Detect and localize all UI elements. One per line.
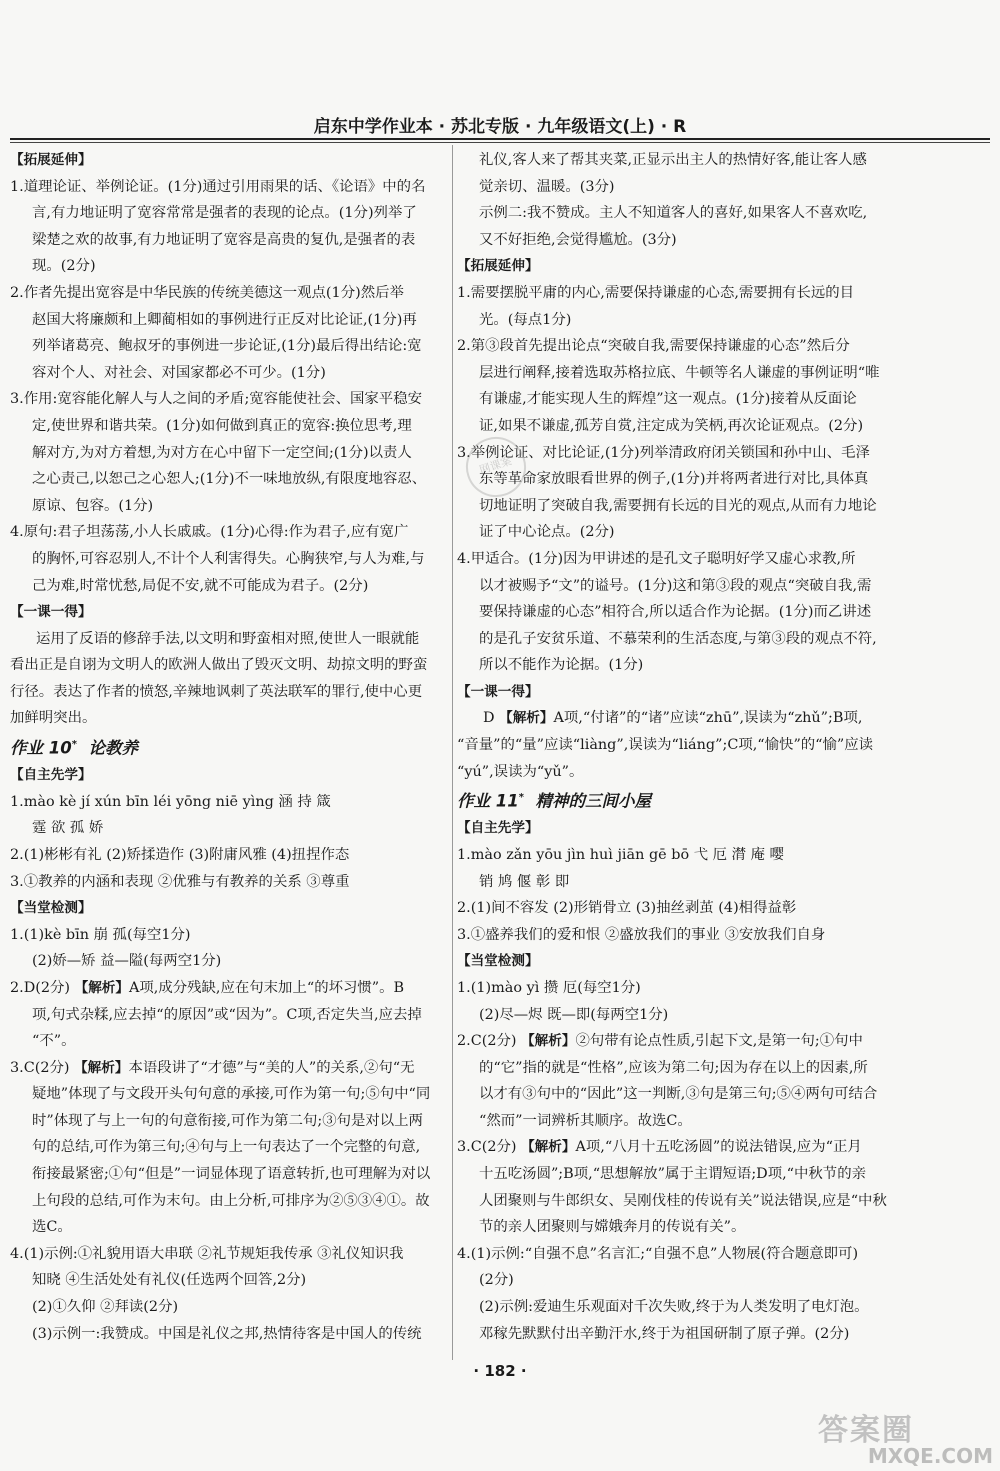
analysis-text: A项,“付诸”的“诸”应读“zhū”,误读为“zhǔ”;B项,	[553, 710, 863, 727]
text-line: 1.需要摆脱平庸的内心,需要保持谦虚的心态,需要拥有长远的目	[457, 284, 855, 301]
text-line: 加鲜明突出。	[10, 710, 97, 727]
text-line: 3.作用:宽容能化解人与人之间的矛盾;宽容能使社会、国家平稳安	[10, 391, 422, 408]
text-line: (3)示例一:我赞成。中国是礼仪之邦,热情待客是中国人的传统	[32, 1325, 422, 1342]
lesson-star: *	[71, 739, 77, 751]
header-rule	[10, 138, 990, 140]
section-heading: 【拓展延伸】	[10, 152, 92, 168]
text-line: 霆 欲 孤 娇	[32, 820, 104, 837]
text-line: 的是孔子安贫乐道、不慕荣利的生活态度,与第③段的观点不符,	[479, 630, 877, 647]
text-line: 3.①盛养我们的爱和恨 ②盛放我们的事业 ③安放我们自身	[457, 926, 826, 943]
lesson-star: *	[518, 792, 524, 804]
lesson-number: 作业 10	[10, 738, 72, 758]
text-line: 看出正是自诩为文明人的欧洲人做出了毁灭文明、劫掠文明的野蛮	[10, 657, 428, 674]
watermark-url: MXQE.COM	[867, 1444, 993, 1468]
text-line: 4.甲适合。(1分)因为甲讲述的是孔文子聪明好学又虚心求教,所	[457, 550, 856, 567]
text-line: 4.原句:君子坦荡荡,小人长戚戚。(1分)心得:作为君子,应有宽广	[10, 524, 409, 541]
text-line: 之心责己,以恕己之心恕人;(1分)不一味地放纵,有限度地容忍、	[32, 471, 427, 488]
text-line: 十五吃汤圆”;B项,“思想解放”属于主谓短语;D项,“中秋节的亲	[479, 1166, 866, 1183]
answer-label: 2.D(2分)	[10, 979, 75, 996]
text-line: 1.(1)kè bīn 崩 孤(每空1分)	[10, 926, 191, 943]
text-line: 行径。表达了作者的愤怒,辛辣地讽刺了英法联军的罪行,使中心更	[10, 683, 423, 700]
text-line: 1.mào zǎn yōu jìn huì jiān gē bō 弋 厄 潸 庵 嘤	[457, 846, 784, 863]
text-line: 疑地”体现了与文段开头句句意的承接,可作为第一句;⑤句中“同	[32, 1086, 431, 1103]
lesson-name: 精神的三间小屋	[535, 791, 651, 811]
text-line	[457, 705, 887, 732]
text-line: 3.①教养的内涵和表现 ②优雅与有教养的关系 ③尊重	[10, 873, 350, 890]
text-line: 现。(2分)	[32, 258, 96, 275]
answer-label: D	[483, 710, 500, 727]
lesson-number: 作业 11	[457, 791, 519, 811]
text-line: 1.道理论证、举例论证。(1分)通过引用雨果的话、《论语》中的名	[10, 178, 426, 195]
analysis-text: ②句带有论点性质,引起下文,是第一句;①句中	[575, 1033, 863, 1050]
text-line: 言,有力地证明了宽容常常是强者的表现的论点。(1分)列举了	[32, 205, 417, 222]
section-heading: 【当堂检测】	[10, 900, 92, 917]
analysis-tag: 【解析】	[521, 1033, 576, 1050]
text-line: (2分)	[479, 1272, 514, 1289]
text-line: 3.举例论证、对比论证,(1分)列举清政府闭关锁国和孙中山、毛泽	[457, 444, 870, 461]
analysis-text: A项,“八月十五吃汤圆”的说法错误,应为“正月	[575, 1139, 862, 1156]
text-line: “音量”的“量”应读“liàng”,误读为“liáng”;C项,“愉快”的“愉”应读	[457, 737, 874, 754]
text-line: 梁楚之欢的故事,有力地证明了宽容是高贵的复仇,是强者的表	[32, 231, 416, 248]
analysis-tag: 【解析】	[74, 1059, 129, 1076]
text-line: 证了中心论点。(2分)	[479, 524, 615, 541]
text-line: 解对方,为对方着想,为对方在心中留下一定空间;(1分)以责人	[32, 444, 412, 461]
text-line: 项,句式杂糅,应去掉“的原因”或“因为”。C项,否定失当,应去掉	[32, 1006, 422, 1023]
text-line: 邓稼先默默付出辛勤汗水,终于为祖国研制了原子弹。(2分)	[479, 1325, 850, 1342]
text-line: 切地证明了突破自我,需要拥有长远的目光的观点,从而有力地论	[479, 497, 877, 514]
section-heading: 【自主先学】	[10, 767, 92, 784]
text-line: 4.(1)示例:“自强不息”名言汇;“自强不息”人物展(符合题意即可)	[457, 1245, 859, 1262]
text-line: 东等革命家放眼看世界的例子,(1分)并将两者进行对比,具体真	[479, 471, 869, 488]
text-line: 节的亲人团聚则与嫦娥奔月的传说有关”。	[479, 1219, 746, 1236]
text-line: 知晓 ④生活处处有礼仪(任选两个回答,2分)	[32, 1272, 307, 1289]
text-line: 示例二:我不赞成。主人不知道客人的喜好,如果客人不喜欢吃,	[479, 205, 868, 222]
text-line: 2.(1)间不容发 (2)形销骨立 (3)抽丝剥茧 (4)相得益彰	[457, 900, 797, 917]
lesson-title	[10, 732, 440, 762]
answer-label: 3.C(2分)	[457, 1139, 522, 1156]
text-line: 运用了反语的修辞手法,以文明和野蛮相对照,使世人一眼就能	[36, 630, 420, 647]
text-line: 时”体现了与上一句的句意衔接,可作为第二句;③句是对以上两	[32, 1112, 423, 1129]
text-line: (2)示例:爱迪生乐观面对千次失败,终于为人类发明了电灯泡。	[479, 1299, 869, 1316]
text-line: 2.(1)彬彬有礼 (2)矫揉造作 (3)附庸风雅 (4)扭捏作态	[10, 846, 350, 863]
left-column	[10, 147, 440, 1347]
answer-label: 2.C(2分)	[457, 1033, 522, 1050]
text-line: 人团聚则与牛郎织女、吴刚伐桂的传说有关”说法错误,应是“中秋	[479, 1192, 887, 1209]
faint-stamp: 网课案	[458, 429, 534, 505]
text-line: 以才被赐予“文”的谥号。(1分)这和第③段的观点“突破自我,需	[479, 577, 872, 594]
text-line: 要保持谦虚的心态”相符合,所以适合作为论据。(1分)而乙讲述	[479, 604, 872, 621]
text-line: 容对个人、对社会、对国家都必不可少。(1分)	[32, 364, 326, 381]
analysis-tag: 【解析】	[74, 979, 129, 996]
text-line: (2)①久仰 ②拜读(2分)	[32, 1299, 179, 1316]
text-line: 礼仪,客人来了帮其夹菜,正显示出主人的热情好客,能让客人感	[479, 152, 867, 168]
analysis-text: A项,成分残缺,应在句末加上“的坏习惯”。B	[129, 979, 405, 996]
text-line: (2)娇—矫 益—隘(每两空1分)	[32, 953, 222, 970]
text-line: 所以不能作为论据。(1分)	[479, 657, 644, 674]
page-header: 启东中学作业本 · 苏北专版 · 九年级语文(上) · R	[313, 117, 687, 137]
text-line: 定,使世界和谐共荣。(1分)如何做到真正的宽容:换位思考,理	[32, 417, 412, 434]
section-heading: 【当堂检测】	[457, 953, 539, 970]
section-heading: 【一课一得】	[457, 683, 539, 700]
text-line: 又不好拒绝,会觉得尴尬。(3分)	[479, 231, 677, 248]
text-line: “不”。	[32, 1033, 76, 1050]
text-line: 己为难,时常忧愁,局促不安,就不可能成为君子。(2分)	[32, 577, 369, 594]
section-heading: 【拓展延伸】	[457, 258, 539, 275]
section-heading: 【一课一得】	[10, 604, 92, 621]
text-line: 原谅、包容。(1分)	[32, 497, 154, 514]
text-line: 列举诸葛亮、鲍叔牙的事例进一步论证,(1分)最后得出结论:宽	[32, 338, 422, 355]
text-line	[457, 1134, 887, 1161]
text-line: 1.mào kè jí xún bīn léi yōng niē yìng 涵 持 箴	[10, 793, 331, 810]
analysis-tag: 【解析】	[521, 1139, 576, 1156]
section-heading: 【自主先学】	[457, 820, 539, 837]
text-line: 4.(1)示例:①礼貌用语大串联 ②礼节规矩我传承 ③礼仪知识我	[10, 1245, 404, 1262]
text-line: 2.作者先提出宽容是中华民族的传统美德这一观点(1分)然后举	[10, 284, 404, 301]
text-line: 选C。	[32, 1219, 72, 1236]
text-line: 光。(每点1分)	[479, 311, 572, 328]
lesson-name: 论教养	[88, 738, 138, 758]
text-line: 赵国大将廉颇和上卿蔺相如的事例进行正反对比论证,(1分)再	[32, 311, 417, 328]
text-line: 2.第③段首先提出论点“突破自我,需要保持谦虚的心态”然后分	[457, 338, 850, 355]
text-line: 衔接最紧密;①句“但是”一词显体现了语意转折,也可理解为对以	[32, 1166, 431, 1183]
text-line	[10, 1055, 440, 1082]
text-line: 1.(1)mào yì 攒 厄(每空1分)	[457, 979, 641, 996]
analysis-text: 本语段讲了“才德”与“美的人”的关系,②句“无	[128, 1059, 415, 1076]
text-line: 的“它”指的就是“性格”,应该为第二句;因为存在以上的因素,所	[479, 1059, 868, 1076]
text-line	[457, 1028, 887, 1055]
answer-label: 3.C(2分)	[10, 1059, 75, 1076]
text-line: 以才有③句中的“因此”这一判断,③句是第三句;⑤④两句可结合	[479, 1086, 878, 1103]
text-line: 证,如果不谦虚,孤芳自赏,注定成为笑柄,再次论证观点。(2分)	[479, 417, 864, 434]
text-line: 销 鸠 偃 彰 即	[479, 873, 570, 890]
text-line: “yú”,误读为“yǔ”。	[457, 763, 584, 780]
text-line: 觉亲切、温暖。(3分)	[479, 178, 615, 195]
text-line: 句的总结,可作为第三句;④句与上一句表达了一个完整的句意,	[32, 1139, 421, 1156]
lesson-title	[457, 785, 887, 815]
analysis-tag: 【解析】	[499, 710, 554, 727]
column-divider	[452, 145, 453, 1360]
page-number: · 182 ·	[473, 1362, 527, 1380]
right-column	[457, 147, 887, 1347]
text-line: 的胸怀,可容忍别人,不计个人利害得失。心胸狭窄,与人为难,与	[32, 550, 425, 567]
text-line: “然而”一词辨析其顺序。故选C。	[479, 1112, 692, 1129]
text-line: 层进行阐释,接着选取苏格拉底、牛顿等名人谦虚的事例证明“唯	[479, 364, 880, 381]
text-line: 上句段的总结,可作为末句。由上分析,可排序为②⑤③④①。故	[32, 1192, 430, 1209]
text-line	[10, 975, 440, 1002]
watermark-logo: 答案圈	[818, 1413, 914, 1448]
text-line: (2)尽—烬 既—即(每两空1分)	[479, 1006, 669, 1023]
header-rule-thin	[10, 142, 990, 143]
text-line: 有谦虚,才能实现人生的辉煌”这一观点。(1分)接着从反面论	[479, 391, 857, 408]
